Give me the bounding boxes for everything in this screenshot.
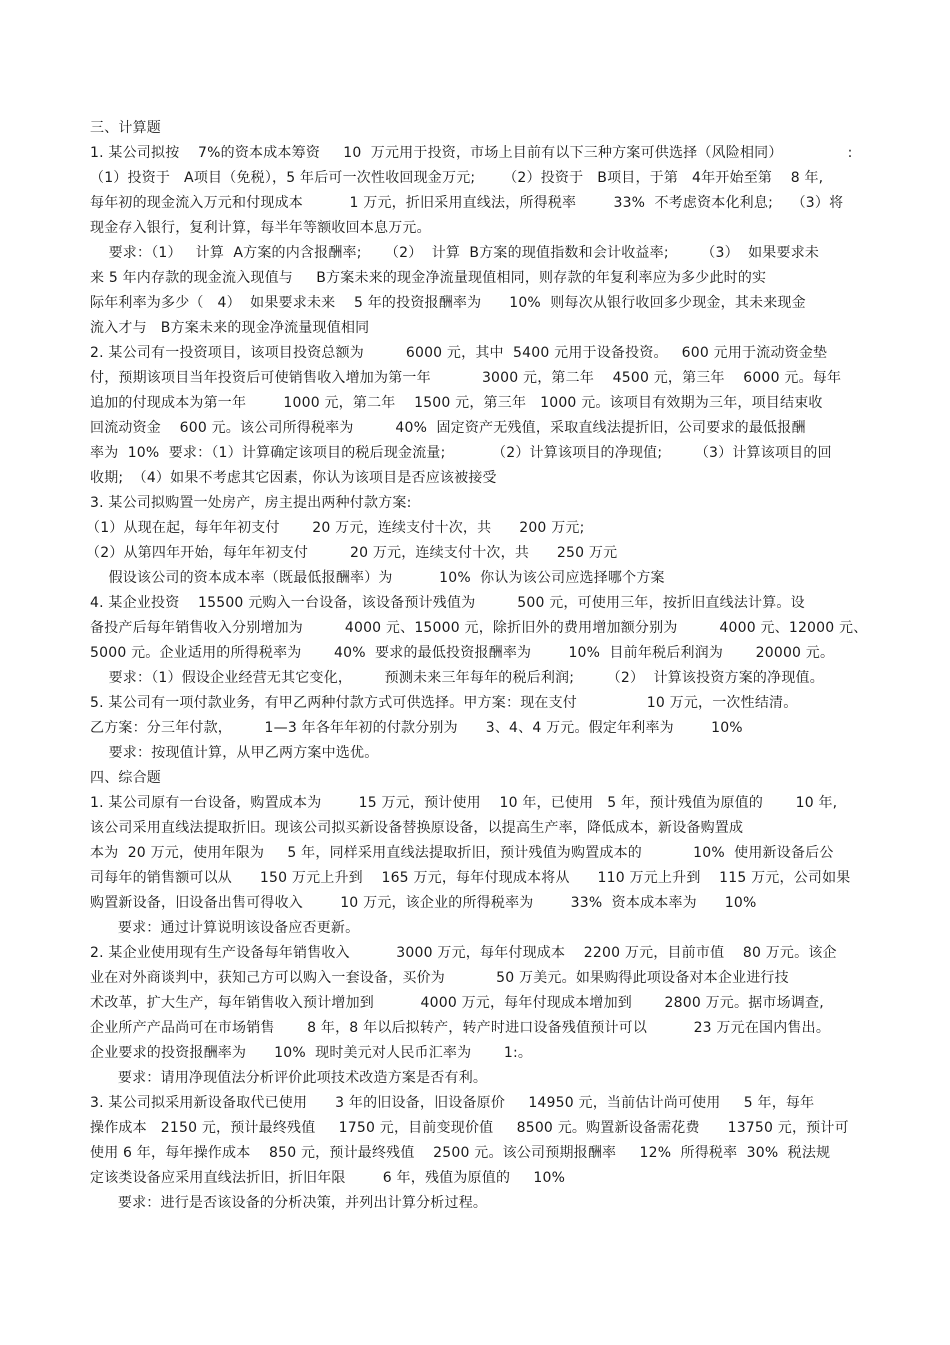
s4-q2-line: 企业要求的投资报酬率为 10% 现时美元对人民币汇率为 1:。 bbox=[90, 1045, 533, 1061]
s3-q3-line: （1）从现在起，每年年初支付 20 万元，连续支付十次，共 200 万元; bbox=[86, 520, 585, 536]
s3-q2-line: 付，预期该项目当年投资后可使销售收入增加为第一年 3000 元，第二年 4500 元，第三年 6000 元。每年 bbox=[90, 370, 842, 386]
s4-q1-line: 1. 某公司原有一台设备，购置成本为 15 万元，预计使用 10 年，已使用 5 年，预计残值为原值的 10 年, bbox=[90, 795, 838, 811]
s3-q1-line: 流入才与 B方案未来的现金净流量现值相同 bbox=[90, 320, 370, 336]
s3-q5-line: 乙方案：分三年付款， 1—3 年各年年初的付款分别为 3、4、4 万元。假定年利率为 10% bbox=[90, 720, 743, 736]
s3-q4-requirement: 要求：（1）假设企业经营无其它变化， 预测未来三年每年的税后利润; （2） 计算该投资方案的净现值。 bbox=[90, 670, 824, 686]
s4-q1-line: 该公司采用直线法提取折旧。现该公司拟买新设备替换原设备，以提高生产率，降低成本，新设备购置成 bbox=[90, 820, 744, 836]
s4-q3-line: 定该类设备应采用直线法折旧，折旧年限 6 年，残值为原值的 10% bbox=[90, 1170, 566, 1186]
s3-q1-line: 1. 某公司拟按 7%的资本成本筹资 10 万元用于投资，市场上目前有以下三种方案可供选择（风险相同） : bbox=[90, 145, 853, 161]
s3-q3-line: （2）从第四年开始，每年年初支付 20 万元，连续支付十次，共 250 万元 bbox=[86, 545, 618, 561]
s3-q1-line: 来 5 年内存款的现金流入现值与 B方案未来的现金净流量现值相同，则存款的年复利率应为多少此时的实 bbox=[90, 270, 767, 286]
s3-q1-line: 现金存入银行，复利计算，每半年等额收回本息万元。 bbox=[90, 220, 431, 236]
s4-q1-line: 本为 20 万元，使用年限为 5 年，同样采用直线法提取折旧，预计残值为购置成本的 10% 使用新设备后公 bbox=[90, 845, 834, 861]
s4-q1-line: 司每年的销售额可以从 150 万元上升到 165 万元，每年付现成本将从 110 万元上升到 115 万元，公司如果 bbox=[90, 870, 851, 886]
s3-q5-requirement: 要求：按现值计算，从甲乙两方案中选优。 bbox=[90, 745, 379, 761]
s3-q1-requirement: 要求：（1） 计算 A方案的内含报酬率; （2） 计算 B方案的现值指数和会计收益率; （3） 如果要求未 bbox=[90, 245, 820, 261]
s3-q2-line: 追加的付现成本为第一年 1000 元，第二年 1500 元，第三年 1000 元。该项目有效期为三年，项目结束收 bbox=[90, 395, 823, 411]
s3-q4-line: 4. 某企业投资 15500 元购入一台设备，该设备预计残值为 500 元，可使用三年，按折旧直线法计算。设 bbox=[90, 595, 805, 611]
s4-q1-line: 购置新设备，旧设备出售可得收入 10 万元，该企业的所得税率为 33% 资本成本率为 10% bbox=[90, 895, 757, 911]
s3-q3-line: 假设该公司的资本成本率（既最低报酬率）为 10% 你认为该公司应选择哪个方案 bbox=[90, 570, 665, 586]
s4-q3-requirement: 要求：进行是否该设备的分析决策，并列出计算分析过程。 bbox=[90, 1195, 488, 1211]
s4-q3-line: 操作成本 2150 元，预计最终残值 1750 元，目前变现价值 8500 元。购置新设备需花费 13750 元，预计可 bbox=[90, 1120, 849, 1136]
s4-q2-line: 企业所产产品尚可在市场销售 8 年，8 年以后拟转产，转产时进口设备残值预计可以 23 万元在国内售出。 bbox=[90, 1020, 831, 1036]
s3-q2-line: 率为 10% 要求：（1）计算确定该项目的税后现金流量; （2）计算该项目的净现值; （3）计算该项目的回 bbox=[90, 445, 832, 461]
s3-q3-line: 3. 某公司拟购置一处房产，房主提出两种付款方案: bbox=[90, 495, 412, 511]
s3-q1-line: 际年利率为多少（ 4） 如果要求未来 5 年的投资报酬率为 10% 则每次从银行收回多少现金，其未来现金 bbox=[90, 295, 806, 311]
s4-q2-requirement: 要求：请用净现值法分析评价此项技术改造方案是否有利。 bbox=[90, 1070, 488, 1086]
s3-q2-line: 2. 某公司有一投资项目，该项目投资总额为 6000 元，其中 5400 元用于设备投资。 600 元用于流动资金垫 bbox=[90, 345, 828, 361]
s3-q1-line: 每年初的现金流入万元和付现成本 1 万元，折旧采用直线法，所得税率 33% 不考虑资本化利息; （3）将 bbox=[90, 195, 844, 211]
s4-q2-line: 术改革，扩大生产，每年销售收入预计增加到 4000 万元，每年付现成本增加到 2800 万元。据市场调查, bbox=[90, 995, 824, 1011]
s3-q2-line: 收期; （4）如果不考虑其它因素，你认为该项目是否应该被接受 bbox=[90, 470, 497, 486]
s3-q2-line: 回流动资金 600 元。该公司所得税率为 40% 固定资产无残值，采取直线法提折旧，公司要求的最低报酬 bbox=[90, 420, 806, 436]
s4-q3-line: 使用 6 年，每年操作成本 850 元，预计最终残值 2500 元。该公司预期报酬率 12% 所得税率 30% 税法规 bbox=[90, 1145, 831, 1161]
s3-q5-line: 5. 某公司有一项付款业务，有甲乙两种付款方式可供选择。甲方案：现在支付 10 万元，一次性结清。 bbox=[90, 695, 798, 711]
section-4-heading: 四、综合题 bbox=[90, 770, 161, 786]
s4-q2-line: 2. 某企业使用现有生产设备每年销售收入 3000 万元，每年付现成本 2200 万元，目前市值 80 万元。该企 bbox=[90, 945, 837, 961]
s3-q1-line: （1）投资于 A项目（免税），5 年后可一次性收回现金万元; （2）投资于 B项目，于第 4年开始至第 8 年, bbox=[90, 170, 824, 186]
section-3-heading: 三、计算题 bbox=[90, 120, 161, 136]
s3-q4-line: 5000 元。企业适用的所得税率为 40% 要求的最低投资报酬率为 10% 目前年税后利润为 20000 元。 bbox=[90, 645, 835, 661]
s4-q3-line: 3. 某公司拟采用新设备取代已使用 3 年的旧设备，旧设备原价 14950 元，当前估计尚可使用 5 年，每年 bbox=[90, 1095, 815, 1111]
s3-q4-line: 备投产后每年销售收入分别增加为 4000 元、15000 元，除折旧外的费用增加额分别为 4000 元、12000 元、 bbox=[90, 620, 868, 636]
s4-q1-requirement: 要求：通过计算说明该设备应否更新。 bbox=[90, 920, 360, 936]
s4-q2-line: 业在对外商谈判中，获知己方可以购入一套设备，买价为 50 万美元。如果购得此项设备对本企业进行技 bbox=[90, 970, 789, 986]
